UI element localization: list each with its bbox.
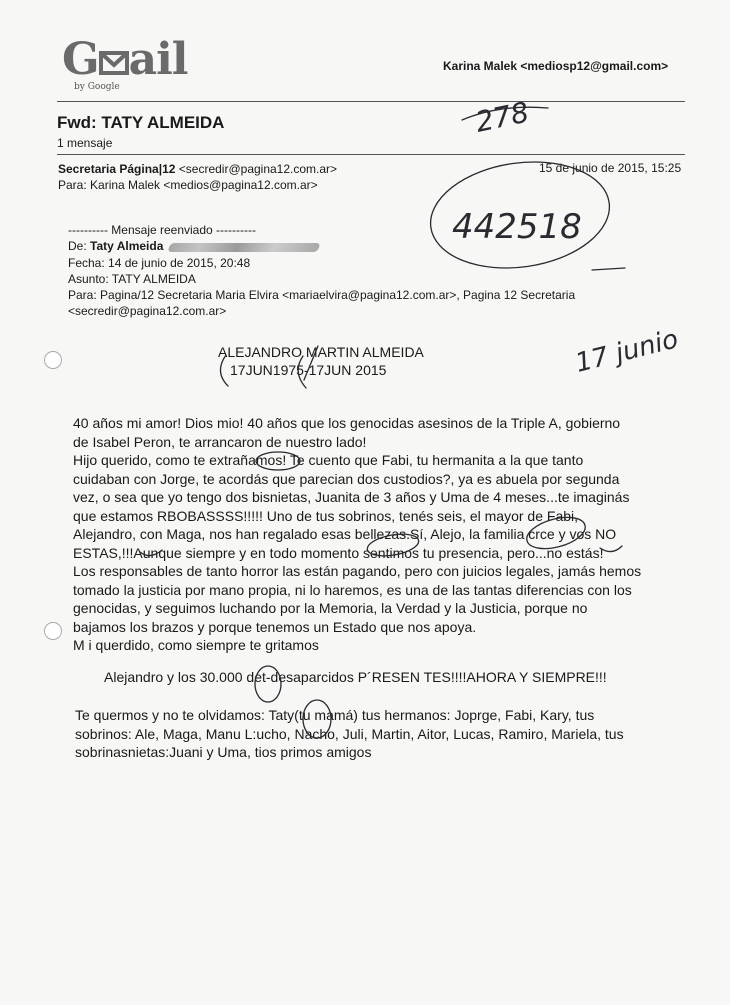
forwarded-to: Para: Pagina/12 Secretaria Maria Elvira <mariaelvira@pagina12.com.ar>, Pagina 12 Secretaria	[68, 288, 576, 303]
forwarded-subject: Asunto: TATY ALMEIDA	[68, 271, 196, 286]
letter-line: ESTAS,!!!Aunque siempre y en todo momento sentimos tu presencia, pero...no estás!	[73, 544, 604, 561]
letter-line: tomado la justicia por mano propia, ni lo haremos, es una de las tantas diferencias con los	[73, 581, 632, 598]
gmail-logo-sub: by Google	[74, 82, 120, 92]
forwarded-date: Fecha: 14 de junio de 2015, 20:48	[68, 255, 251, 270]
thread-subject: Fwd: TATY ALMEIDA	[57, 113, 225, 132]
forwarded-divider: ---------- Mensaje reenviado ----------	[68, 223, 256, 237]
letter-line: Hijo querido, como te extrañamos! Te cuento que Fabi, tu hermanita a la que tanto	[73, 452, 584, 468]
account-email: Karina Malek <mediosp12@gmail.com>	[443, 59, 669, 73]
forwarded-from-name: Taty Almeida	[90, 239, 164, 254]
binder-hole	[44, 622, 62, 640]
closing-line: sobrinasnietas:Juani y Uma, tios primos amigos	[75, 744, 372, 760]
letter-body	[73, 414, 713, 655]
letter-line: cuidaban con Jorge, te acordás que parecian dos custodios?, ya es abuela por segunda	[73, 470, 620, 487]
gmail-logo	[62, 34, 192, 92]
letter-line: Alejandro, con Maga, nos han regalado esas bellezas.Sí, Alejo, la familia crce y vos NO	[73, 526, 617, 542]
closing-line: sobrinos: Ale, Maga, Manu L:ucho, Nacho, Juli, Martin, Aitor, Lucas, Ramiro, Mariela, tus	[75, 725, 624, 742]
circled-number: 442518	[452, 207, 582, 247]
letter-heading-dates: 17JUN1975-17JUN 2015	[230, 362, 387, 378]
gmail-logo-wordmark: G ail	[62, 34, 188, 85]
letter-line: 40 años mi amor! Dios mio! 40 años que los genocidas asesinos de la Triple A, gobierno	[73, 415, 621, 431]
letter-heading	[218, 343, 424, 379]
forwarded-from-label: De:	[68, 239, 91, 254]
sender-name: Secretaria Página|12	[58, 162, 176, 176]
letter-closing	[75, 706, 675, 762]
message-from	[58, 161, 337, 177]
forwarded-header	[68, 222, 668, 320]
letter-line: vez, o sea que yo tengo dos bisnietas, Juanita de 3 años y Uma de 4 meses...te imaginás	[73, 489, 630, 505]
letter-heading-name: ALEJANDRO MARTIN ALMEIDA	[218, 344, 424, 360]
letter-line: bajamos los brazos y porque tenemos un Estado que nos apoya.	[73, 618, 477, 635]
letter-line: Los responsables de tanto horror las están pagando, pero con juicios legales, jamás hemos	[73, 563, 642, 579]
message-count: 1 mensaje	[57, 136, 113, 150]
message-to: Para: Karina Malek <medios@pagina12.com.ar>	[58, 178, 318, 192]
sender-email: <secredir@pagina12.com.ar>	[178, 162, 338, 176]
forwarded-to-cont: <secredir@pagina12.com.ar>	[68, 304, 227, 319]
divider	[57, 154, 685, 155]
margin-note: 17 junio	[572, 324, 682, 379]
letter-line: genocidas, y seguimos luchando por la Memoria, la Verdad y la Justicia, porque no	[73, 600, 588, 616]
divider	[57, 101, 685, 102]
letter-line: que estamos RBOBASSSS!!!!! Uno de tus sobrinos, tenés seis, el mayor de Fabi,	[73, 507, 579, 524]
forwarded-from	[68, 238, 668, 254]
letter-shout: Alejandro y los 30.000 det-desaparcidos P´RESEN TES!!!!AHORA Y SIEMPRE!!!	[104, 669, 607, 685]
page-number-handwritten: 278	[472, 95, 532, 139]
redacted-email	[168, 243, 321, 252]
closing-line: Te quermos y no te olvidamos: Taty(tu mamá) tus hermanos: Joprge, Fabi, Kary, tus	[75, 707, 595, 723]
letter-line: de Isabel Peron, te arrancaron de nuestro lado!	[73, 433, 367, 450]
binder-hole	[44, 351, 62, 369]
envelope-icon	[99, 50, 129, 76]
letter-line: M i querdido, como siempre te gritamos	[73, 637, 319, 653]
message-date: 15 de junio de 2015, 15:25	[539, 161, 682, 175]
